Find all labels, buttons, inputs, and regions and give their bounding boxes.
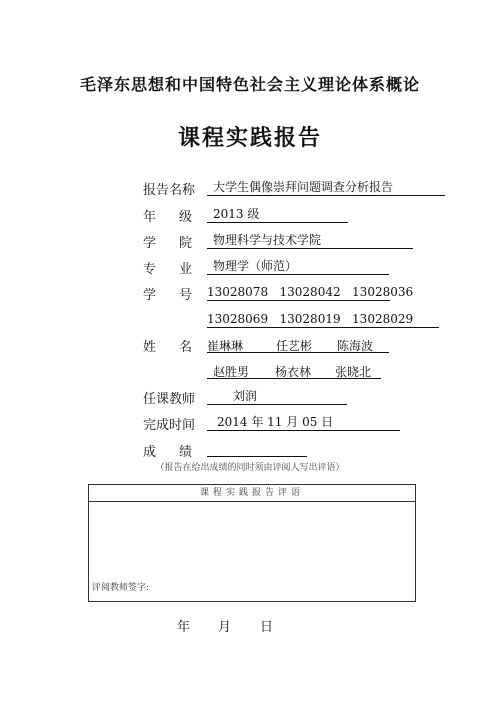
id-label-2: 号 [179, 288, 193, 303]
teacher-label: 任课教师 [143, 392, 196, 407]
report-title: 课程实践报告 [177, 125, 322, 151]
student-ids-row-2: 13028069 13028019 13028029 [207, 312, 439, 328]
student-name: 杨衣林 [275, 365, 312, 379]
review-note: （报告在给出成绩的同时须由评阅人写出评语） [155, 463, 345, 473]
reviewer-signature-label: 评阅教师签字: [92, 583, 150, 593]
review-box-header: 课程实践报告评语 [89, 485, 415, 502]
course-title: 毛泽东思想和中国特色社会主义理论体系概论 [79, 75, 420, 94]
major-label-2: 业 [179, 262, 193, 277]
score-label-1: 成 [143, 445, 157, 460]
review-date-year: 年 [177, 620, 191, 635]
review-date-month: 月 [218, 620, 232, 635]
major-value: 物理学（师范） [207, 259, 389, 275]
student-name: 张晓北 [335, 365, 372, 379]
id-label-1: 学 [143, 288, 157, 303]
grade-value: 2013 级 [207, 207, 348, 223]
major-label-1: 专 [143, 262, 157, 277]
college-value: 物理科学与技术学院 [207, 233, 413, 249]
name-label-2: 名 [179, 340, 193, 355]
student-name: 崔琳琳 [207, 339, 244, 353]
student-name: 任艺彬 [276, 339, 313, 353]
topic-value: 大学生偶像崇拜问题调查分析报告 [207, 180, 445, 196]
score-label-2: 绩 [179, 445, 193, 460]
college-label-1: 学 [143, 236, 157, 251]
student-name: 赵胜男 [213, 365, 250, 379]
college-label-2: 院 [179, 236, 193, 251]
teacher-value: 刘润 [207, 389, 347, 405]
student-ids-row-1: 13028078 13028042 13028036 [207, 285, 414, 299]
topic-label: 报告名称 [143, 183, 196, 198]
name-label-1: 姓 [143, 340, 157, 355]
score-value [207, 441, 307, 457]
date-value: 2014 年 11 月 05 日 [207, 415, 400, 431]
grade-label-1: 年 [143, 210, 157, 225]
review-box [88, 484, 416, 602]
review-date-day: 日 [260, 620, 274, 635]
student-name: 陈海波 [337, 339, 374, 353]
grade-label-2: 级 [179, 210, 193, 225]
date-label: 完成时间 [143, 418, 196, 433]
